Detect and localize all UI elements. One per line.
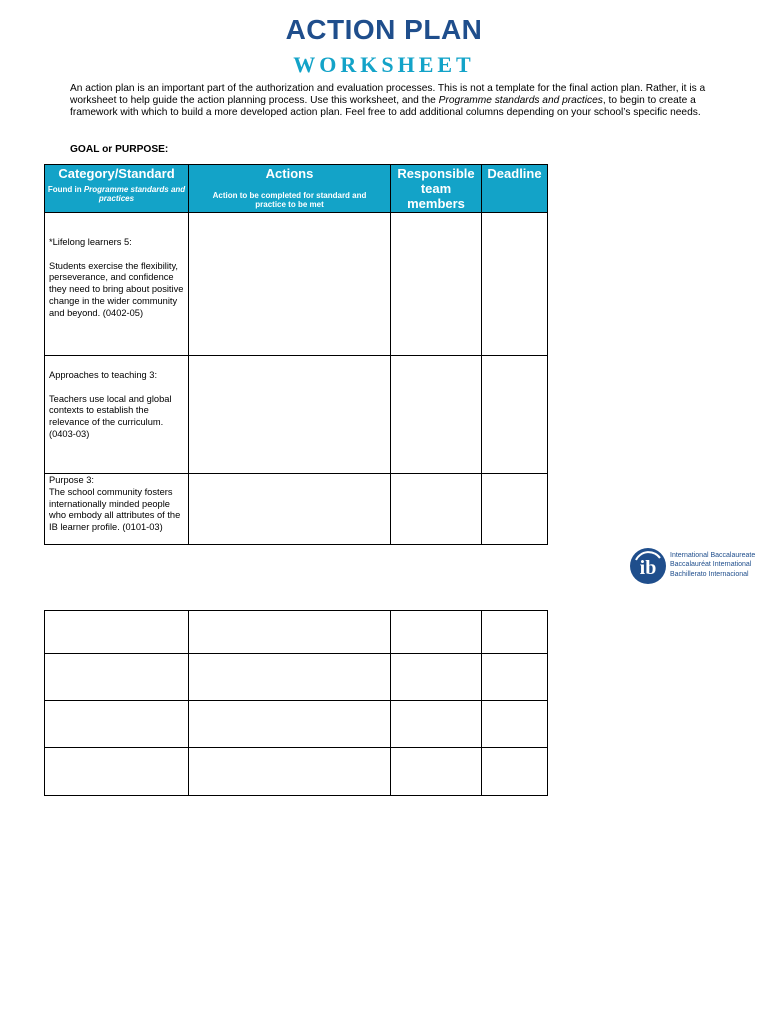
- ib-logo-text: [670, 551, 755, 579]
- blank-cell[interactable]: [391, 748, 482, 796]
- blank-cell[interactable]: [482, 611, 548, 654]
- blank-cell[interactable]: [391, 654, 482, 701]
- actions-cell[interactable]: [189, 213, 391, 356]
- blank-cell[interactable]: [391, 611, 482, 654]
- actions-cell[interactable]: [189, 474, 391, 545]
- header-deadline: [482, 165, 548, 213]
- header-category: [45, 165, 189, 213]
- header-category-sub-prefix: Found in: [47, 185, 84, 194]
- blank-cell[interactable]: [391, 701, 482, 748]
- deadline-cell[interactable]: [482, 213, 548, 356]
- category-cell: [45, 356, 189, 474]
- blank-cell[interactable]: [482, 748, 548, 796]
- standard-description: Teachers use local and global contexts to establish the relevance of the curriculum. (0403-03): [49, 393, 172, 439]
- header-category-sub-em: Programme standards and practices: [83, 185, 186, 203]
- logo-line-1: International Baccalaureate: [670, 552, 756, 559]
- header-responsible: [391, 165, 482, 213]
- header-responsible-label: Responsible team members: [397, 166, 475, 211]
- table-row: [45, 356, 548, 474]
- ib-logo: [628, 546, 768, 586]
- table-row: [45, 213, 548, 356]
- table-row: [45, 474, 548, 545]
- document-title: ACTION PLAN: [285, 14, 483, 45]
- table-row: [45, 748, 548, 796]
- standard-title: Approaches to teaching 3:: [49, 370, 158, 380]
- blank-cell[interactable]: [482, 701, 548, 748]
- intro-text-start: An action plan is an important part of the authorization and evaluation processes. This is not a template for the final action plan. Rather, it is a worksheet to help guide the action planning process. Use this worksheet, and the: [70, 83, 706, 106]
- blank-cell[interactable]: [189, 611, 391, 654]
- category-cell: [45, 213, 189, 356]
- table-row: [45, 654, 548, 701]
- blank-cell[interactable]: [45, 654, 189, 701]
- table-row: [45, 611, 548, 654]
- document-subtitle: WORKSHEET: [293, 52, 475, 77]
- header-actions-sub: Action to be completed for standard and practice to be met: [212, 191, 367, 209]
- category-cell: [45, 474, 189, 545]
- goal-label: GOAL or PURPOSE:: [70, 144, 169, 155]
- logo-line-3: Bachillerato Internacional: [670, 570, 749, 578]
- intro-text-end: , to begin to create a framework with which to build a more developed action plan. Feel free to add additional columns depending on your school’s specific needs.: [70, 95, 701, 118]
- header-category-label: Category/Standard: [58, 166, 175, 181]
- responsible-cell[interactable]: [391, 356, 482, 474]
- deadline-cell[interactable]: [482, 356, 548, 474]
- actions-cell[interactable]: [189, 356, 391, 474]
- deadline-cell[interactable]: [482, 474, 548, 545]
- blank-cell[interactable]: [482, 654, 548, 701]
- header-deadline-label: Deadline: [487, 166, 542, 181]
- header-actions: [189, 165, 391, 213]
- standard-description: The school community fosters internationally minded people who embody all attributes of the IB learner profile. (0101-03): [49, 486, 181, 533]
- ib-logo-mark-text: ib: [639, 557, 657, 579]
- header-category-sub: [45, 181, 188, 203]
- blank-cell[interactable]: [189, 748, 391, 796]
- table-row: [45, 701, 548, 748]
- standard-title: *Lifelong learners 5:: [49, 237, 132, 247]
- table-header-row: [45, 165, 548, 213]
- blank-table: [44, 610, 548, 796]
- responsible-cell[interactable]: [391, 213, 482, 356]
- ib-logo-mark-icon: [628, 546, 668, 586]
- blank-cell[interactable]: [45, 701, 189, 748]
- action-plan-table: [44, 164, 548, 545]
- responsible-cell[interactable]: [391, 474, 482, 545]
- header-actions-label: Actions: [265, 166, 314, 181]
- standard-description: Students exercise the flexibility, perseverance, and confidence they need to bring about positive change in the wider community and beyond. (0402-05): [49, 260, 184, 318]
- intro-emphasis: Programme standards and practices: [438, 95, 603, 106]
- blank-cell[interactable]: [45, 611, 189, 654]
- blank-cell[interactable]: [189, 701, 391, 748]
- logo-line-2: Baccalauréat International: [670, 561, 752, 569]
- blank-cell[interactable]: [189, 654, 391, 701]
- blank-cell[interactable]: [45, 748, 189, 796]
- standard-title: Purpose 3:: [49, 475, 94, 485]
- intro-paragraph: [70, 83, 710, 119]
